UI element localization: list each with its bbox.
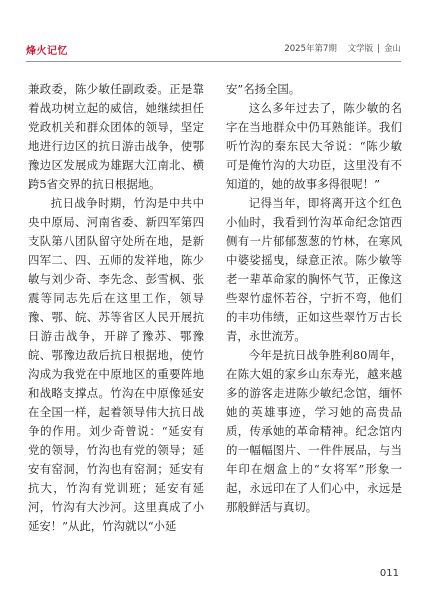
edition-separator: | (377, 44, 380, 54)
issue-separator (341, 44, 344, 54)
right-column (226, 80, 402, 517)
column-name: 金山 (383, 44, 401, 54)
edition-label: 文学版 (347, 44, 374, 54)
right-paragraph-2: 这么多年过去了，陈少敏的名字在当地群众中仍耳熟能详。我们听竹沟的秦东民大爷说：“陈少敏可是俺竹沟的大功臣，这里没有不知道的，她的故事多得很呢！” (226, 101, 402, 191)
page-number: 011 (379, 568, 399, 579)
section-title: 烽火记忆 (26, 46, 68, 57)
left-paragraph-2: 抗日战争时期，竹沟是中共中央中原局、河南省委、新四军第四支队第八团队留守处所在地，是新四军二、四、五师的发祥地，陈少敏与刘少奇、李先念、彭雪枫、张震等同志先后在这里工作，领导豫、鄂、皖、苏等省区人民开展抗日游击战争，开辟了豫苏、鄂豫皖、鄂豫边敌后抗日根据地，使竹沟成为我党在中原地区的重要阵地和战略支撑点。竹沟在中原像延安在全国一样，起着领导伟大抗日战争的作用。刘少奇曾说：“延安有党的领导，竹沟也有党的领导；延安有窑洞，竹沟也有窑洞；延安有抗大，竹沟有党训班；延安有延河，竹沟有大沙河。这里真成了小延安！”从此，竹沟就以“小延 (28, 196, 204, 533)
right-paragraph-3: 记得当年，即将离开这个红色小仙时，我看到竹沟革命纪念馆西侧有一片郁郁葱葱的竹林，在寒风中婆娑摇曳，绿意正浓。陈少敏等老一辈革命家的胸怀气节，正像这些翠竹虚怀若谷，宁折不弯，他们的丰功伟绩，正如这些翠竹万古长青，永世流芳。 (226, 196, 402, 343)
right-paragraph-1: 安”名扬全国。 (226, 82, 301, 96)
issue-info (284, 42, 401, 54)
page-header (26, 42, 401, 58)
header-divider (26, 61, 401, 62)
issue-number: 2025年第7期 (284, 44, 337, 54)
left-column (28, 80, 204, 536)
left-paragraph-1: 兼政委，陈少敏任副政委。正是靠着战功树立起的威信，她继续担任党政机关和群众团体的领导，坚定地进行边区的抗日游击战争，使鄂豫边区发展成为雄踞大江南北、横跨5省交界的抗日根据地。 (28, 82, 204, 191)
right-paragraph-4: 今年是抗日战争胜利80周年，在陈大姐的家乡山东寿光，越来越多的游客走进陈少敏纪念馆，缅怀她的英雄事迹，学习她的高贵品质，传承她的革命精神。纪念馆内的一幅幅图片、一件件展品，与当年印在烟盒上的“女将军”形象一起，永远印在了人们心中，永远是那般鲜活与真切。 (226, 348, 402, 514)
